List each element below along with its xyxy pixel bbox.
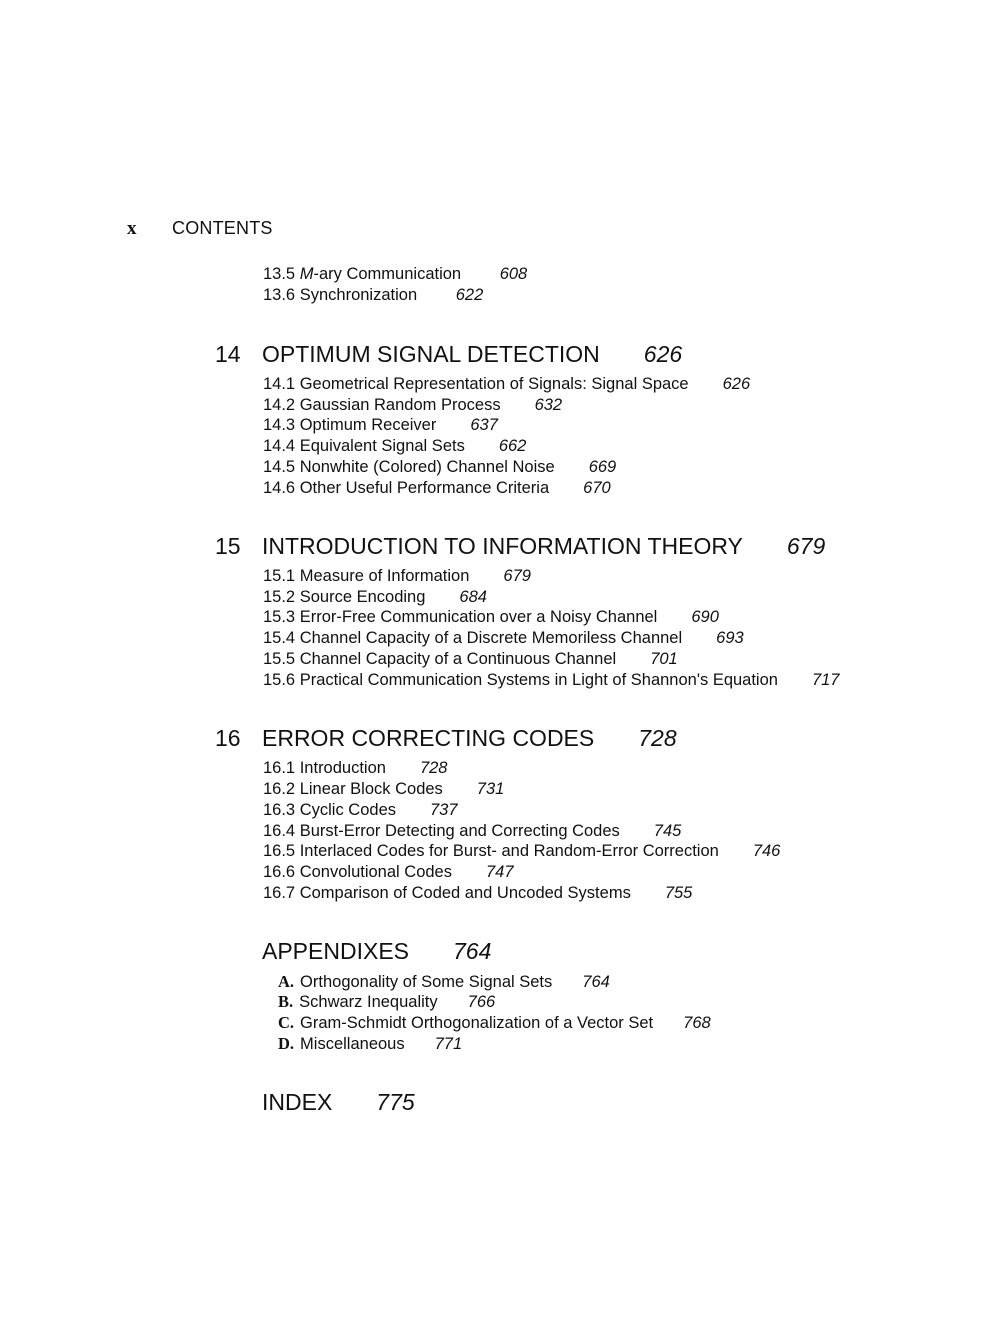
appendixes-page: 764 [453, 938, 492, 964]
section-number: 15.2 [263, 588, 296, 606]
section-page: 746 [752, 842, 781, 860]
section-page: 717 [811, 671, 840, 689]
section-number: 16.5 [263, 842, 296, 860]
page-folio: x [127, 218, 137, 239]
section-number: 13.6 [263, 286, 296, 304]
appendix-entry[interactable] [278, 1034, 462, 1054]
chapter-number: 16 [215, 725, 241, 751]
section-title: Convolutional Codes [299, 863, 452, 881]
toc-entry[interactable] [263, 607, 719, 627]
toc-entry[interactable] [263, 800, 458, 820]
section-number: 15.1 [263, 567, 296, 585]
section-page: 701 [650, 650, 678, 668]
chapter-page: 679 [786, 533, 826, 559]
appendix-letter: C. [278, 1013, 295, 1032]
section-page: 679 [503, 567, 531, 585]
toc-entry[interactable] [263, 758, 447, 778]
section-title: Nonwhite (Colored) Channel Noise [299, 458, 555, 476]
section-page: 637 [470, 416, 498, 434]
section-number: 13.5 [263, 265, 296, 283]
chapter-page: 626 [643, 341, 683, 367]
section-title: Other Useful Performance Criteria [299, 479, 550, 497]
section-title: Geometrical Representation of Signals: Signal Space [299, 375, 689, 393]
chapter-title: ERROR CORRECTING CODES [262, 725, 595, 751]
section-number: 16.7 [263, 884, 296, 902]
toc-entry[interactable] [263, 587, 487, 607]
section-title: Error-Free Communication over a Noisy Channel [299, 608, 658, 626]
section-page: 728 [419, 759, 448, 777]
section-number: 16.6 [263, 863, 296, 881]
appendix-entry[interactable] [278, 1013, 711, 1033]
section-title: -ary Communication [313, 265, 462, 283]
section-title: Source Encoding [299, 588, 426, 606]
section-number: 16.1 [263, 759, 296, 777]
toc-entry[interactable] [263, 436, 526, 456]
section-title: Interlaced Codes for Burst- and Random-Error Correction [299, 842, 719, 860]
section-number: 16.2 [263, 780, 296, 798]
appendix-letter: A. [278, 972, 295, 991]
toc-entry[interactable] [263, 883, 692, 903]
appendix-page: 766 [467, 993, 496, 1011]
section-title: Synchronization [299, 286, 418, 304]
section-title: Burst-Error Detecting and Correcting Codes [299, 822, 620, 840]
section-number: 14.3 [263, 416, 296, 434]
toc-entry[interactable] [263, 415, 498, 435]
section-title: Channel Capacity of a Continuous Channel [299, 650, 617, 668]
toc-entry[interactable] [263, 821, 681, 841]
toc-entry[interactable] [263, 628, 744, 648]
toc-entry[interactable] [263, 264, 527, 284]
chapter-page: 728 [638, 725, 677, 751]
section-page: 670 [583, 479, 611, 497]
section-page: 693 [716, 629, 744, 647]
section-page: 622 [455, 286, 484, 304]
section-page: 731 [476, 780, 505, 798]
section-number: 15.4 [263, 629, 296, 647]
appendix-page: 771 [434, 1035, 463, 1053]
section-title: Comparison of Coded and Uncoded Systems [299, 884, 631, 902]
appendix-title: Miscellaneous [300, 1035, 405, 1053]
section-title: Optimum Receiver [299, 416, 437, 434]
section-page: 632 [534, 396, 563, 414]
section-page: 747 [485, 863, 514, 881]
toc-entry[interactable] [263, 457, 616, 477]
chapter-number: 15 [215, 533, 241, 559]
toc-entry[interactable] [263, 374, 750, 394]
section-title: Introduction [299, 759, 386, 777]
section-title: Cyclic Codes [299, 801, 396, 819]
chapter-number: 14 [215, 341, 241, 367]
section-page: 755 [664, 884, 693, 902]
toc-entry[interactable] [263, 841, 780, 861]
appendix-title: Gram-Schmidt Orthogonalization of a Vector Set [300, 1014, 654, 1032]
appendix-letter: B. [278, 992, 294, 1011]
section-page: 737 [430, 801, 458, 819]
appendix-page: 768 [683, 1014, 711, 1032]
section-number: 14.4 [263, 437, 296, 455]
toc-entry[interactable] [263, 670, 839, 690]
section-page: 690 [691, 608, 719, 626]
appendixes-title: APPENDIXES [262, 938, 409, 964]
appendix-letter: D. [278, 1034, 295, 1053]
section-page: 745 [653, 822, 682, 840]
appendix-title: Schwarz Inequality [299, 993, 438, 1011]
toc-entry[interactable] [263, 478, 611, 498]
appendix-title: Orthogonality of Some Signal Sets [300, 973, 553, 991]
toc-entry[interactable] [263, 285, 483, 305]
running-title: CONTENTS [172, 218, 273, 238]
section-number: 14.2 [263, 396, 296, 414]
appendix-entry[interactable] [278, 972, 610, 992]
appendix-page: 764 [582, 973, 610, 991]
index-page: 775 [376, 1089, 415, 1115]
chapter-title: OPTIMUM SIGNAL DETECTION [262, 341, 600, 367]
appendix-entry[interactable] [278, 992, 495, 1012]
section-title: Channel Capacity of a Discrete Memoriless Channel [299, 629, 683, 647]
section-number: 16.4 [263, 822, 296, 840]
section-title: Linear Block Codes [299, 780, 443, 798]
section-number: 15.6 [263, 671, 296, 689]
toc-entry[interactable] [263, 862, 514, 882]
section-number: 14.1 [263, 375, 296, 393]
section-title-math: M [299, 265, 314, 283]
section-title: Equivalent Signal Sets [299, 437, 465, 455]
section-number: 14.5 [263, 458, 296, 476]
toc-entry[interactable] [263, 566, 531, 586]
toc-entry[interactable] [263, 649, 678, 669]
section-page: 626 [722, 375, 751, 393]
index-title: INDEX [262, 1089, 333, 1115]
section-page: 608 [499, 265, 528, 283]
section-page: 662 [498, 437, 527, 455]
section-title: Measure of Information [299, 567, 470, 585]
toc-entry[interactable] [263, 779, 504, 799]
toc-entry[interactable] [263, 395, 562, 415]
section-number: 16.3 [263, 801, 296, 819]
chapter-title: INTRODUCTION TO INFORMATION THEORY [262, 533, 743, 559]
section-title: Practical Communication Systems in Light of Shannon's Equation [299, 671, 778, 689]
section-title: Gaussian Random Process [299, 396, 501, 414]
section-page: 669 [588, 458, 617, 476]
section-number: 15.3 [263, 608, 296, 626]
section-number: 15.5 [263, 650, 296, 668]
section-number: 14.6 [263, 479, 296, 497]
section-page: 684 [459, 588, 487, 606]
